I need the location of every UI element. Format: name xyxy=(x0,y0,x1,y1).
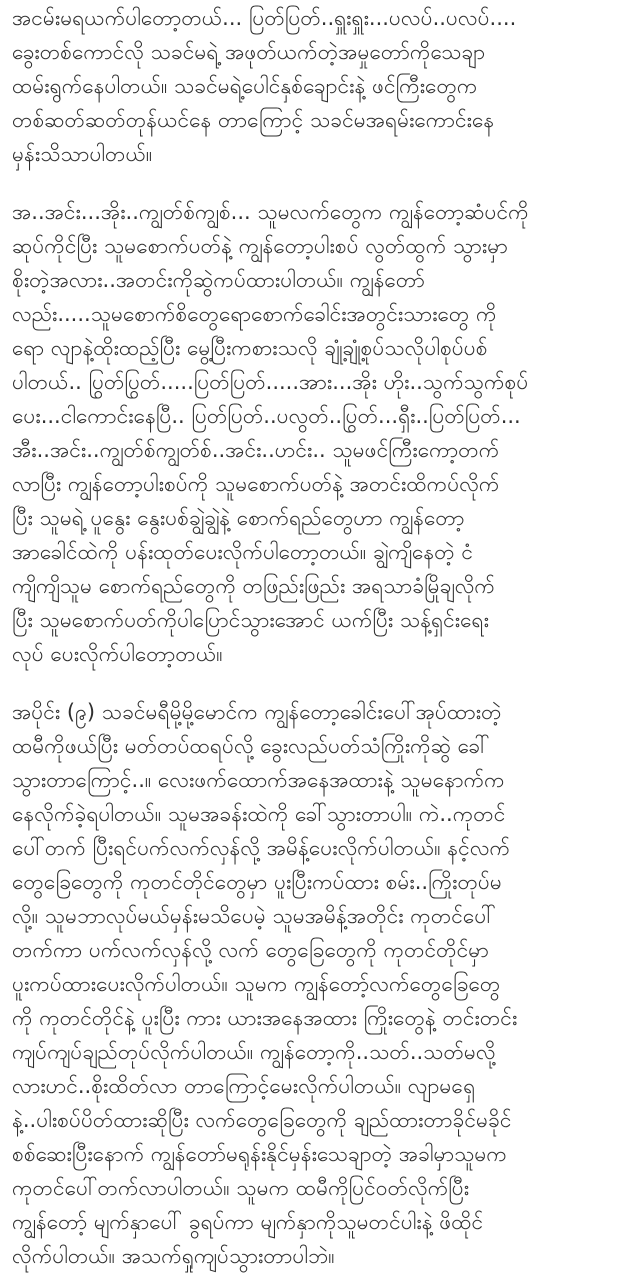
text-line: ကို ကုတင်တိုင်နဲ့ ပူးပြီး ကား ယားအနေအထား ကြိုးတွေနဲ့ တင်းတင်း xyxy=(12,1006,518,1030)
paragraph xyxy=(12,695,628,1273)
text-line: ပူးကပ်ထားပေးလိုက်ပါတယ်။ သူမက ကျွန်တော့်လက်တွေခြေတွေ xyxy=(12,972,501,996)
text-line: ကုတင်ပေါ်တက်လာပါတယ်။ သူမက ထမီကိုပြင်ဝတ်လိုက်ပြီး xyxy=(12,1176,470,1200)
text-line: ခွေးတစ်ကောင်လို သခင်မရဲ့ အဖုတ်ယက်တဲ့အမှုတော်ကိုသေချာ xyxy=(12,40,486,64)
text-line: ကျပ်ကျပ်ချည်တုပ်လိုက်ပါတယ်။ ကျွန်တော့ကို..သတ်..သတ်မလို့ xyxy=(12,1040,496,1064)
text-line: လားဟင်..စိုးထိတ်လာ တာကြောင့်မေးလိုက်ပါတယ်။ လျာမရှေ xyxy=(12,1074,476,1098)
text-line: ပြီး သူမစောက်ပတ်ကိုပါပြောင်သွားအောင် ယက်ပြီး သန့်ရှင်းရေး xyxy=(12,608,489,632)
text-line: စစ်ဆေးပြီးနောက် ကျွန်တော်မရုန်းနိုင်မှန်းသေချာတဲ့ အခါမှာသူမက xyxy=(12,1142,507,1166)
text-line: ကျွန်တော့် မျက်နှာပေါ် ခွရပ်ကာ မျက်နှာကိုသူမတင်ပါးနဲ့ ဖိထိုင် xyxy=(12,1210,484,1234)
text-line: ထမီကိုဖယ်ပြီး မတ်တပ်ထရပ်လို့ ခွေးလည်ပတ်သံကြိုးကိုဆွဲ ခေါ် xyxy=(12,734,490,758)
article-body xyxy=(0,1,640,1280)
text-line: ပေါ်တက် ပြီးရင်ပက်လက်လှန်လို့ အမိန့်ပေးလိုက်ပါတယ်။ နင့်လက် xyxy=(12,836,511,860)
text-line: စိုးတဲ့အလား..အတင်းကိုဆွဲကပ်ထားပါတယ်။ ကျွန်တော် xyxy=(12,268,425,292)
text-line: ပေး...ငါကောင်းနေပြီ.. ပြတ်ပြတ်..ပလွတ်..ပြွတ်...ရှီး..ပြတ်ပြတ်... xyxy=(12,404,521,428)
text-line: အ..အင်း...အိုး..ကျွတ်စ်ကျွစ်... သူမလက်တွေက ကျွန်တော့ဆံပင်ကို xyxy=(12,200,529,224)
text-line: ထမ်းရွက်နေပါတယ်။ သခင်မရဲ့ပေါင်နှစ်ချောင်းနဲ့ ဖင်ကြီးတွေက xyxy=(12,74,478,98)
text-line: လိုက်ပါတယ်။ အသက်ရှုကျပ်သွားတာပါဘဲ။ xyxy=(12,1244,335,1268)
text-line: ရော လျာနဲ့ထိုးထည့်ပြီး မွေ့ပြီးကစားသလို ချုံ့ချုံ့စုပ်သလိုပါစုပ်ပစ် xyxy=(12,336,488,360)
text-line: မှန်းသိသာပါတယ်။ xyxy=(12,142,153,166)
text-line: လာပြီး ကျွန်တော့ပါးစပ်ကို သူမစောက်ပတ်နဲ့ အတင်းထိကပ်လိုက် xyxy=(12,472,500,496)
paragraph xyxy=(12,1,628,171)
text-line: တစ်ဆတ်ဆတ်တုန်ယင်နေ တာကြောင့် သခင်မအရမ်းကောင်းနေ xyxy=(12,108,495,132)
paragraph xyxy=(12,195,628,671)
text-line: တက်ကာ ပက်လက်လှန်လို့ လက် တွေခြေတွေကို ကုတင်တိုင်မှာ xyxy=(12,938,489,962)
text-line: တွေခြေတွေကို ကုတင်တိုင်တွေမှာ ပူးပြီးကပ်ထား စမ်း..ကြိုးတုပ်မ xyxy=(12,870,502,894)
text-line: ဆုပ်ကိုင်ပြီး သူမစောက်ပတ်နဲ့ ကျွန်တော့ပါးစပ် လွတ်ထွက် သွားမှာ xyxy=(12,234,508,258)
text-line: အငမ်းမရယက်ပါတော့တယ်... ပြတ်ပြတ်..ရှူးရှူး...ပလပ်..ပလပ်.... xyxy=(12,6,517,30)
text-line: ပြီး သူမရဲ့ ပူနွေး နွေးပစ်ချွဲချွဲနဲ့ စောက်ရည်တွေဟာ ကျွန်တော့ xyxy=(12,506,465,530)
text-line: သွားတာကြောင့်..။ လေးဖက်ထောက်အနေအထားနဲ့ သူမနောက်က xyxy=(12,768,505,792)
text-line: ပါတယ်.. ပြွတ်ပြွတ်.....ပြတ်ပြတ်.....အား...အိုး ဟိုး..သွက်သွက်စုပ် xyxy=(12,370,529,394)
text-line: အီး..အင်း..ကျွတ်စ်ကျွတ်စ်..အင်း..ဟင်း.. သူမဖင်ကြီးကော့တက် xyxy=(12,438,500,462)
text-line: နေလိုက်ခဲ့ရပါတယ်။ သူမအခန်းထဲကို ခေါ်သွားတာပါ။ ကဲ..ကုတင် xyxy=(12,802,506,826)
text-line: လုပ် ပေးလိုက်ပါတော့တယ်။ xyxy=(12,642,223,666)
text-line: အပိုင်း (၉) သခင်မရီမို့မို့မောင်က ကျွန်တော့ခေါင်းပေါ်အုပ်ထားတဲ့ xyxy=(12,700,502,724)
text-line: ကျိကျိသူမ စောက်ရည်တွေကို တဖြည်းဖြည်း အရသာခံမြိုချလိုက် xyxy=(12,574,495,598)
text-line: လို့။ သူမဘာလုပ်မယ်မှန်းမသိပေမဲ့ သူမအမိန့်အတိုင်း ကုတင်ပေါ် xyxy=(12,904,496,928)
text-line: နဲ့..ပါးစပ်ပိတ်ထားဆိုပြီး လက်တွေခြေတွေကို ချည်ထားတာခိုင်မခိုင် xyxy=(12,1108,512,1132)
text-line: အာခေါင်ထဲကို ပန်းထုတ်ပေးလိုက်ပါတော့တယ်။ ချွဲကျိနေတဲ့ ငံ xyxy=(12,540,473,564)
text-line: လည်း.....သူမစောက်စိတွေရောစောက်ခေါင်းအတွင်းသားတွေ ကို xyxy=(12,302,497,326)
